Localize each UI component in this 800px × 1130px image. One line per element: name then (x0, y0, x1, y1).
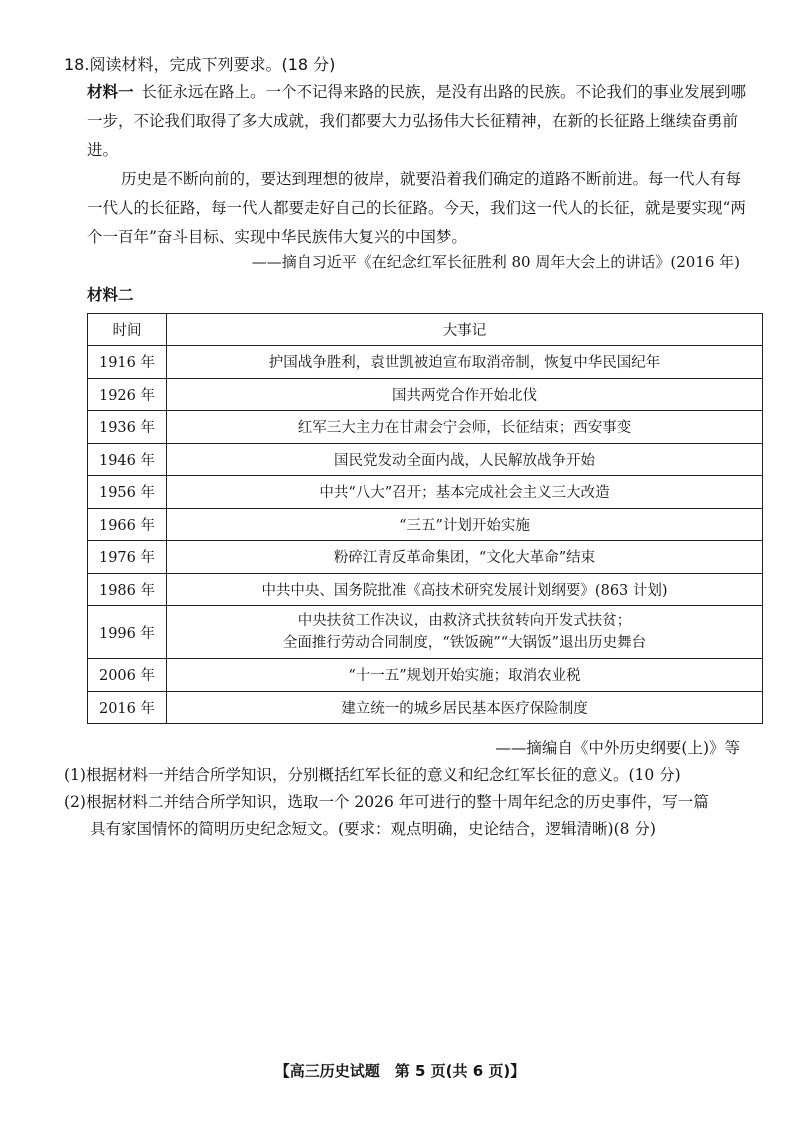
events-table (87, 313, 763, 724)
row-event: “三五”计划开始实施 (167, 508, 763, 541)
material2-source: ——摘编自《中外历史纲要(上)》等 (495, 739, 740, 757)
material1-text2: 历史是不断向前的，要达到理想的彼岸，就要沿着我们确定的道路不断前进。每一代人有每一代人的长征路，每一代人都要走好自己的长征路。今天，我们这一代人的长征，就是要实现“两个一百年”奋斗目标、实现中华民族伟大复兴的中国梦。 (87, 170, 746, 246)
row-event: “十一五”规划开始实施；取消农业税 (167, 659, 763, 692)
table-row (88, 508, 763, 541)
row-event: 中共“八大”召开；基本完成社会主义三大改造 (167, 476, 763, 509)
table-row (88, 573, 763, 606)
row-year: 1936 年 (88, 411, 167, 444)
row-year: 1996 年 (88, 606, 167, 659)
row-event: 粉碎江青反革命集团，“文化大革命”结束 (167, 541, 763, 574)
row-year: 1986 年 (88, 573, 167, 606)
table-header-row (88, 314, 763, 346)
table-row (88, 541, 763, 574)
row-event-multiline (167, 606, 763, 659)
table-row (88, 691, 763, 724)
row-event: 红军三大主力在甘肃会宁会师，长征结束；西安事变 (167, 411, 763, 444)
row-event: 国民党发动全面内战，人民解放战争开始 (167, 443, 763, 476)
table-row (88, 659, 763, 692)
table-row (88, 443, 763, 476)
question-title: 18.阅读材料，完成下列要求。(18 分) (64, 55, 336, 74)
row-year: 1976 年 (88, 541, 167, 574)
material1-source: ——摘自习近平《在纪念红军长征胜利 80 周年大会上的讲话》(2016 年) (251, 253, 740, 271)
header-events: 大事记 (167, 314, 763, 346)
table-row (88, 378, 763, 411)
row-event: 建立统一的城乡居民基本医疗保险制度 (167, 691, 763, 724)
sub-question-1: (1)根据材料一并结合所学知识，分别概括红军长征的意义和纪念红军长征的意义。(10 分) (64, 766, 681, 784)
material2-label: 材料二 (87, 286, 134, 304)
row-event-line1: 中央扶贫工作决议，由救济式扶贫转向开发式扶贫； (297, 613, 632, 629)
material1-paragraph2 (87, 165, 747, 252)
row-year: 2006 年 (88, 659, 167, 692)
row-year: 1926 年 (88, 378, 167, 411)
sub-question-2 (64, 789, 764, 843)
header-time: 时间 (88, 314, 167, 346)
table-row (88, 411, 763, 444)
row-event-line2: 全面推行劳动合同制度，“铁饭碗”“大锅饭”退出历史舞台 (282, 635, 647, 651)
row-year: 1956 年 (88, 476, 167, 509)
row-year: 2016 年 (88, 691, 167, 724)
row-event: 中共中央、国务院批准《高技术研究发展计划纲要》(863 计划) (167, 573, 763, 606)
row-event: 国共两党合作开始北伐 (167, 378, 763, 411)
row-year: 1946 年 (88, 443, 167, 476)
page-footer: 【高三历史试题 第 5 页(共 6 页)】 (274, 1062, 526, 1080)
sub-question-2-line2: 具有家国情怀的简明历史纪念短文。(要求：观点明确，史论结合，逻辑清晰)(8 分) (90, 820, 656, 838)
row-year: 1916 年 (88, 346, 167, 379)
table-row (88, 476, 763, 509)
row-year: 1966 年 (88, 508, 167, 541)
material1-label: 材料一 (87, 83, 134, 101)
row-event: 护国战争胜利，袁世凯被迫宣布取消帝制，恢复中华民国纪年 (167, 346, 763, 379)
material1-text1: 长征永远在路上。一个不记得来路的民族，是没有出路的民族。不论我们的事业发展到哪一步，不论我们取得了多大成就，我们都要大力弘扬伟大长征精神，在新的长征路上继续奋勇前进。 (87, 83, 747, 159)
sub-question-2-line1: (2)根据材料二并结合所学知识，选取一个 2026 年可进行的整十周年纪念的历史事件，写一篇 (64, 793, 709, 811)
table-row (88, 346, 763, 379)
material1-paragraph1 (87, 78, 747, 165)
table-row (88, 606, 763, 659)
